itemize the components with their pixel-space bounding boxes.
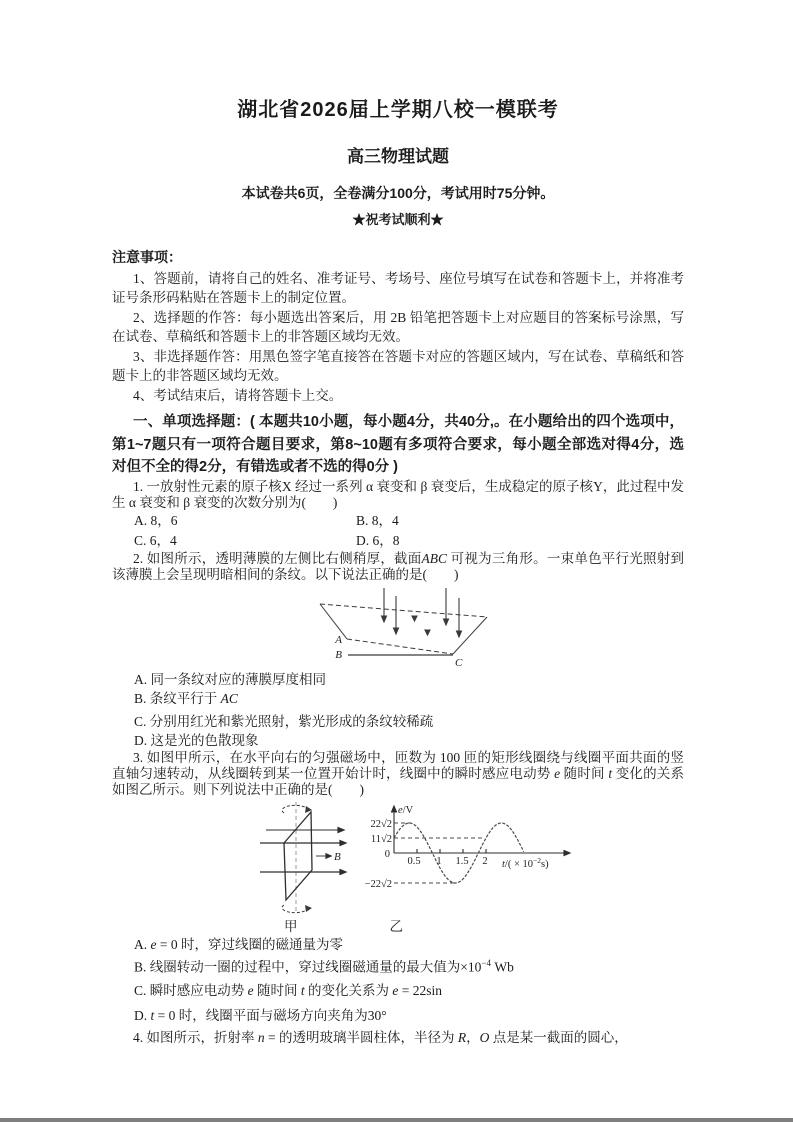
- ytick-0: 0: [384, 848, 390, 860]
- small-ray-mark-2: [425, 630, 430, 635]
- q3-d-t: t: [150, 1008, 155, 1023]
- q3-option-d: [112, 1006, 684, 1025]
- q4-e: ，: [466, 1030, 480, 1045]
- exam-info-line: 本试卷共6页，全卷满分100分，考试用时75分钟。: [241, 185, 555, 201]
- question-1-stem: [112, 479, 684, 511]
- q3-a-e: e: [150, 936, 157, 952]
- question-4-stem: [112, 1028, 684, 1047]
- small-ray-mark-1: [412, 616, 417, 621]
- notice-item-3: 3、非选择题作答：用黑色签字笔直接答在答题卡对应的答题区域内，写在试卷、草稿纸和答题卡上的非答题区域均无效。: [112, 348, 684, 383]
- q3-c-5: 的变化关系为: [304, 983, 393, 998]
- q4-n: n: [257, 1030, 265, 1045]
- q3-c-e2: e: [392, 983, 399, 998]
- q1-option-d: D. 6，8: [356, 532, 400, 548]
- q1-stem-x: X: [281, 478, 292, 494]
- q4-g: 点是某一截面的圆心，: [489, 1030, 628, 1045]
- q3-c-3: 随时间: [253, 983, 301, 998]
- figure-captions: [112, 918, 684, 935]
- page-subtitle: 高三物理试题: [347, 147, 449, 166]
- exam-wish-line: ★祝考试顺利★: [352, 212, 444, 227]
- q3-a-3: = 0 时，穿过线圈的磁通量为零: [156, 936, 343, 952]
- q2-option-b: [112, 689, 684, 708]
- q4-r: R: [457, 1030, 467, 1045]
- emf-time-graph: [354, 800, 604, 900]
- q2-stem-a: 2. 如图所示，透明薄膜的左侧比右侧稍厚，截面: [133, 550, 422, 566]
- page-title: 湖北省2026届上学期八校一模联考: [237, 99, 559, 121]
- ytick-11sqrt2: 11√2: [370, 833, 392, 845]
- q4-o: O: [479, 1030, 490, 1045]
- q3-c-7: = 22sin: [398, 983, 443, 998]
- rotating-coil-diagram: [254, 800, 354, 918]
- q3-b-sup: −4: [481, 957, 491, 968]
- q3-d-1: D.: [134, 1008, 151, 1023]
- q4-a: 4. 如图所示，折射率: [133, 1030, 258, 1045]
- q3-stem-c: 随时间: [560, 765, 609, 781]
- notices-section: [112, 249, 684, 405]
- q2-option-c: C. 分别用红光和紫光照射，紫光形成的条纹较稀疏: [134, 713, 434, 729]
- xtick-2: 2: [482, 855, 488, 867]
- film-label-a: A: [335, 633, 342, 646]
- q3-stem-t: t: [608, 765, 613, 781]
- notice-item-2: 2、选择题的作答：每小题选出答案后，用 2B 铅笔把答题卡上对应题目的答案标号涂黑，写在试卷、草稿纸和答题卡上的非答题区域均无效。: [112, 309, 684, 344]
- caption-jia: 甲: [284, 918, 298, 934]
- q3-a-1: A.: [134, 936, 151, 952]
- q1-stem-y: Y: [593, 478, 603, 494]
- film-label-b: B: [335, 648, 342, 661]
- q3-option-c: [112, 981, 684, 1000]
- q3-d-3: = 0 时，线圈平面与磁场方向夹角为30°: [154, 1008, 387, 1023]
- graph-xlabel: $t/( \times 10^{-2}s)$: [502, 855, 549, 870]
- xtick-05: 0.5: [407, 855, 421, 867]
- coil-loop: [284, 812, 312, 900]
- film-label-c: C: [455, 656, 463, 668]
- q2-option-a: A. 同一条纹对应的薄膜厚度相同: [134, 671, 326, 687]
- xtick-15: 1.5: [455, 855, 469, 867]
- q1-option-a: A. 8，6: [134, 512, 178, 528]
- q1-option-b: B. 8，4: [356, 512, 399, 528]
- question-1-options-row-1: [112, 511, 684, 531]
- thin-film-diagram: [318, 588, 538, 668]
- question-3-stem: [112, 750, 684, 798]
- ytick-neg22sqrt2: −22√2: [364, 878, 392, 890]
- caption-yi: 乙: [389, 918, 403, 934]
- notice-item-1: 1、答题前，请将自己的姓名、准考证号、考场号、座位号填写在试卷和答题卡上，并将准考证号条形码粘贴在答题卡上的制定位置。: [112, 270, 684, 305]
- q2-option-b-text: B. 条纹平行于: [134, 690, 221, 706]
- q3-stem-e: e: [554, 765, 561, 781]
- section-one-heading: 一、单项选择题：( 本题共10小题，每小题4分，共40分,。在小题给出的四个选项中，第1~7题只有一项符合题目要求，第8~10题有多项符合要求，每小题全部选对得4分，选对但不全的得2分，有错选或者不选的得0分 ): [112, 414, 684, 475]
- q3-c-t: t: [300, 983, 305, 998]
- page-content: [112, 97, 684, 1047]
- q1-option-c: C. 6，4: [134, 532, 177, 548]
- q3-stem-e2: 变化的关系如图乙所示。则下列说法中正确的是( ): [112, 765, 684, 797]
- q1-stem-a: 1. 一放射性元素的原子核: [133, 478, 282, 494]
- question-1-options-row-2: [112, 531, 684, 551]
- q3-stem-a: 3. 如图甲所示，在水平向右的匀强磁场中，匝数为 100 匝的矩形线圈绕与线圈平面共面的竖直轴匀速转动，从线圈转到某一位置开始计时，线圈中的瞬时感应电动势: [112, 749, 684, 781]
- page-bottom-edge: [0, 1118, 793, 1122]
- q3-c-e: e: [247, 983, 254, 998]
- q1-stem-c: 经过一系列 α 衰变和 β 衰变后，生成稳定的原子核: [291, 478, 594, 494]
- ytick-22sqrt2: 22√2: [370, 818, 392, 830]
- q4-c: = 的透明玻璃半圆柱体，半径为: [264, 1030, 458, 1045]
- notices-heading: 注意事项：: [112, 251, 182, 266]
- q2-option-b-ac: AC: [220, 690, 238, 706]
- q3-b-1: B. 线圈转动一圈的过程中，穿过线圈磁通量的最大值为×10: [134, 959, 482, 974]
- xtick-1: 1: [436, 855, 442, 867]
- question-3-figures: [254, 800, 684, 918]
- q2-option-d: D. 这是光的色散现象: [134, 732, 259, 748]
- q2-stem-abc: ABC: [421, 550, 448, 566]
- field-label-b: B: [334, 850, 341, 863]
- question-2-figure: [318, 588, 684, 668]
- light-ray-arrows: [382, 588, 462, 637]
- film-outline: [320, 604, 487, 655]
- q3-c-1: C. 瞬时感应电动势: [134, 983, 248, 998]
- graph-ylabel: e/V: [398, 804, 414, 816]
- q3-option-a: [112, 935, 684, 954]
- notice-item-4: 4、考试结束后，请将答题卡上交。: [133, 387, 343, 403]
- q1-stem-e: ，此过程中发生 α 衰变和 β 衰变的次数分别为( ): [112, 478, 684, 510]
- q3-option-b: [112, 954, 684, 977]
- q2-stem-c: 可视为三角形。一束单色平行光照射到该薄膜上会呈现明暗相间的条纹。以下说法正确的是( ): [112, 550, 685, 582]
- question-2-stem: [112, 551, 684, 583]
- q3-b-2: Wb: [490, 959, 514, 974]
